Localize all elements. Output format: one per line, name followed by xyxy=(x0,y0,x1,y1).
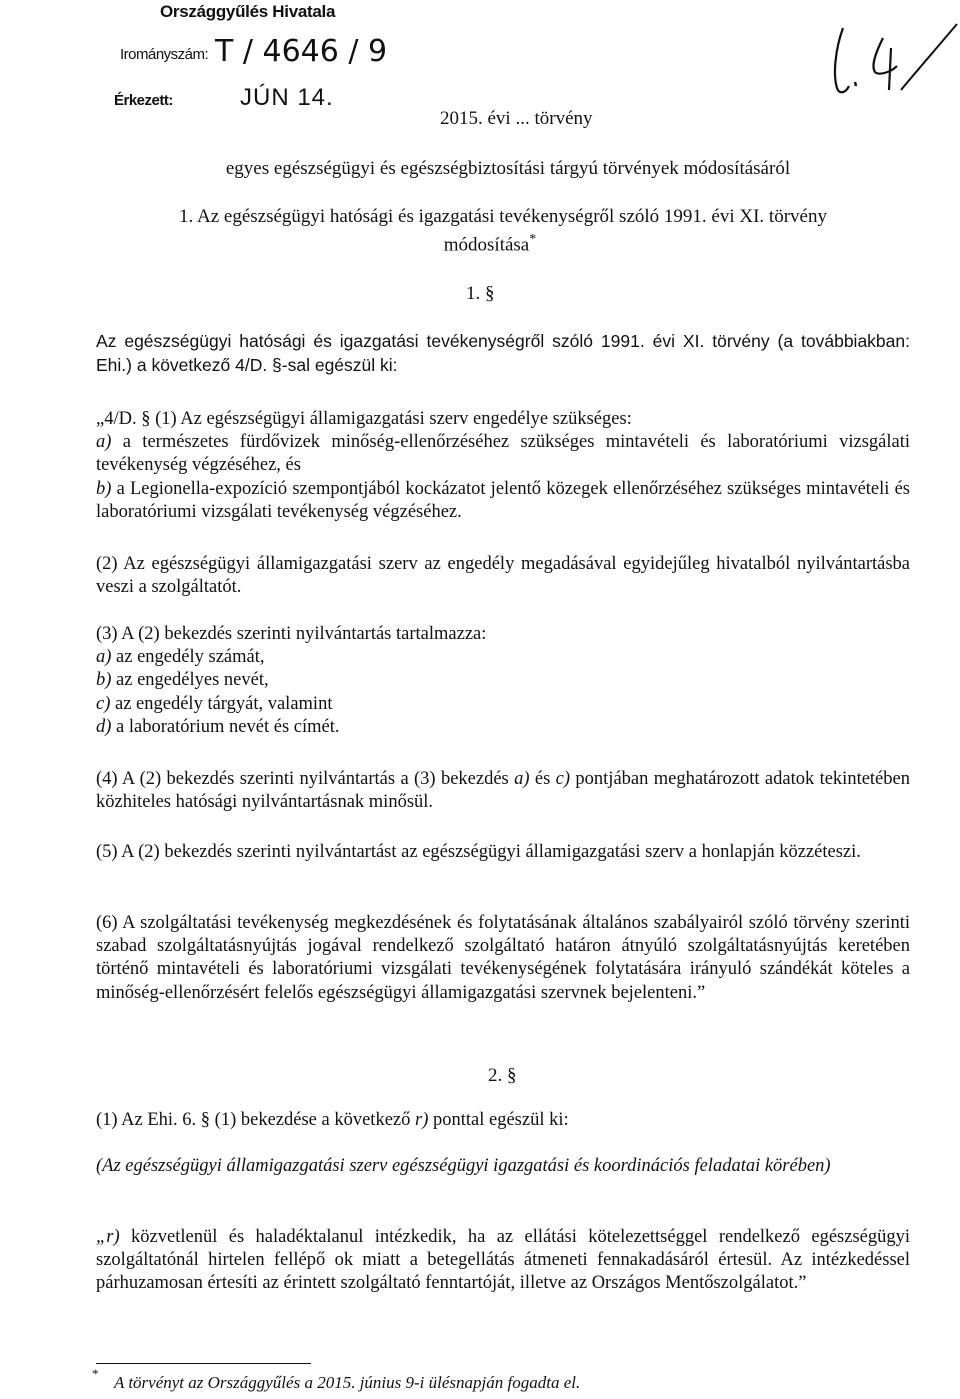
section-1-intro: Az egészségügyi hatósági és igazgatási tevékenységről szóló 1991. évi XI. törvény (a továbbiakban: Ehi.) a következő 4/D. §-sal egészül ki: xyxy=(96,331,910,375)
handwriting-icon xyxy=(825,20,960,100)
section-2-context: (Az egészségügyi államigazgatási szerv egészségügyi igazgatási és koordinációs feladatai körében) xyxy=(96,1156,831,1176)
paragraph-4d-3 xyxy=(96,623,910,739)
paragraph-4d-3-lead: (3) A (2) bekezdés szerinti nyilvántartás tartalmazza: xyxy=(96,624,487,644)
paragraph-4d-3-d: d) a laboratórium nevét és címét. xyxy=(96,716,340,737)
handwritten-corner-mark xyxy=(825,20,960,100)
section-2-intro: (1) Az Ehi. 6. § (1) bekezdése a következő r) ponttal egészül ki: xyxy=(96,1110,569,1130)
paragraph-4d-6: (6) A szolgáltatási tevékenység megkezdésének és folytatásának általános szabályairól szóló törvény szerinti szabad szolgáltatásnyújtás jogával rendelkező szolgáltató határon átnyúló szolgáltatásnyújtás keretében történő mintavételi és laboratóriumi vizsgálati tevékenységének folytatására irányuló szándékát köteles a minőség-ellenőrzésért felelős egészségügyi államigazgatási szervnek bejelenteni.” xyxy=(96,913,910,1003)
section-2-point-r: „r) közvetlenül és haladéktalanul intézkedik, ha az ellátási kötelezettséggel rendelkező egészségügyi szolgáltatónál hirtelen fellépő ok miatt a betegellátás átmeneti fennakadásáról értesül. Az intézkedéssel párhuzamosan értesíti az érintett szolgáltató fenntartóját, illetve az Országos Mentőszolgálatot.” xyxy=(96,1227,910,1294)
law-number: 2015. évi ... törvény xyxy=(440,108,593,129)
paragraph-4d-3-b: b) az engedélyes nevét, xyxy=(96,670,269,691)
paragraph-4d-1-lead: „4/D. § (1) Az egészségügyi államigazgatási szerv engedélye szükséges: xyxy=(96,409,632,429)
paragraph-4d-1-b: b) a Legionella-expozíció szempontjából kockázatot jelentő közegek ellenőrzéséhez szükséges mintavételi és laboratóriumi vizsgálati tevékenység végzéséhez. xyxy=(96,478,910,522)
footnote-text: A törvényt az Országgyűlés a 2015. június 9-i ülésnapján fogadta el. xyxy=(114,1373,581,1392)
paragraph-4d-3-c: c) az engedély tárgyát, valamint xyxy=(96,693,333,714)
received-date-stamp: JÚN 14. xyxy=(240,84,334,111)
doc-number-label: Irományszám: xyxy=(120,46,209,63)
law-title: egyes egészségügyi és egészségbiztosítási tárgyú törvények módosításáról xyxy=(225,158,791,179)
doc-number-handwritten: T / 4646 / 9 xyxy=(215,34,388,69)
paragraph-4d-4: (4) A (2) bekezdés szerinti nyilvántartás a (3) bekezdés a) és c) pontjában meghatározott adatok tekintetében közhiteles hatósági nyilvántartásnak minősül. xyxy=(96,769,910,813)
paragraph-4d-1 xyxy=(96,408,910,524)
paragraph-4d-1-a: a) a természetes fürdővizek minőség-ellenőrzéséhez szükséges mintavételi és laboratóriumi vizsgálati tevékenység végzéséhez, és xyxy=(96,432,910,476)
footnote-mark: * xyxy=(92,1366,99,1381)
paragraph-4d-3-a: a) az engedély számát, xyxy=(96,647,265,668)
section-1-heading: 1. § xyxy=(466,283,495,304)
footnote-mark: * xyxy=(529,232,537,247)
section-2-heading: 2. § xyxy=(488,1065,517,1086)
chapter-title-line2: módosítása* xyxy=(443,232,537,256)
chapter-title-line1: 1. Az egészségügyi hatósági és igazgatási tevékenységről szóló 1991. évi XI. törvény xyxy=(179,206,827,227)
footnote-rule xyxy=(96,1363,311,1364)
stamp-office-name: Országgyűlés Hivatala xyxy=(160,2,336,21)
paragraph-4d-2: (2) Az egészségügyi államigazgatási szerv az engedély megadásával egyidejűleg hivatalból nyilvántartásba veszi a szolgáltatót. xyxy=(96,554,910,598)
received-label: Érkezett: xyxy=(114,92,173,109)
paragraph-4d-5: (5) A (2) bekezdés szerinti nyilvántartást az egészségügyi államigazgatási szerv a honlapján közzéteszi. xyxy=(96,842,861,862)
